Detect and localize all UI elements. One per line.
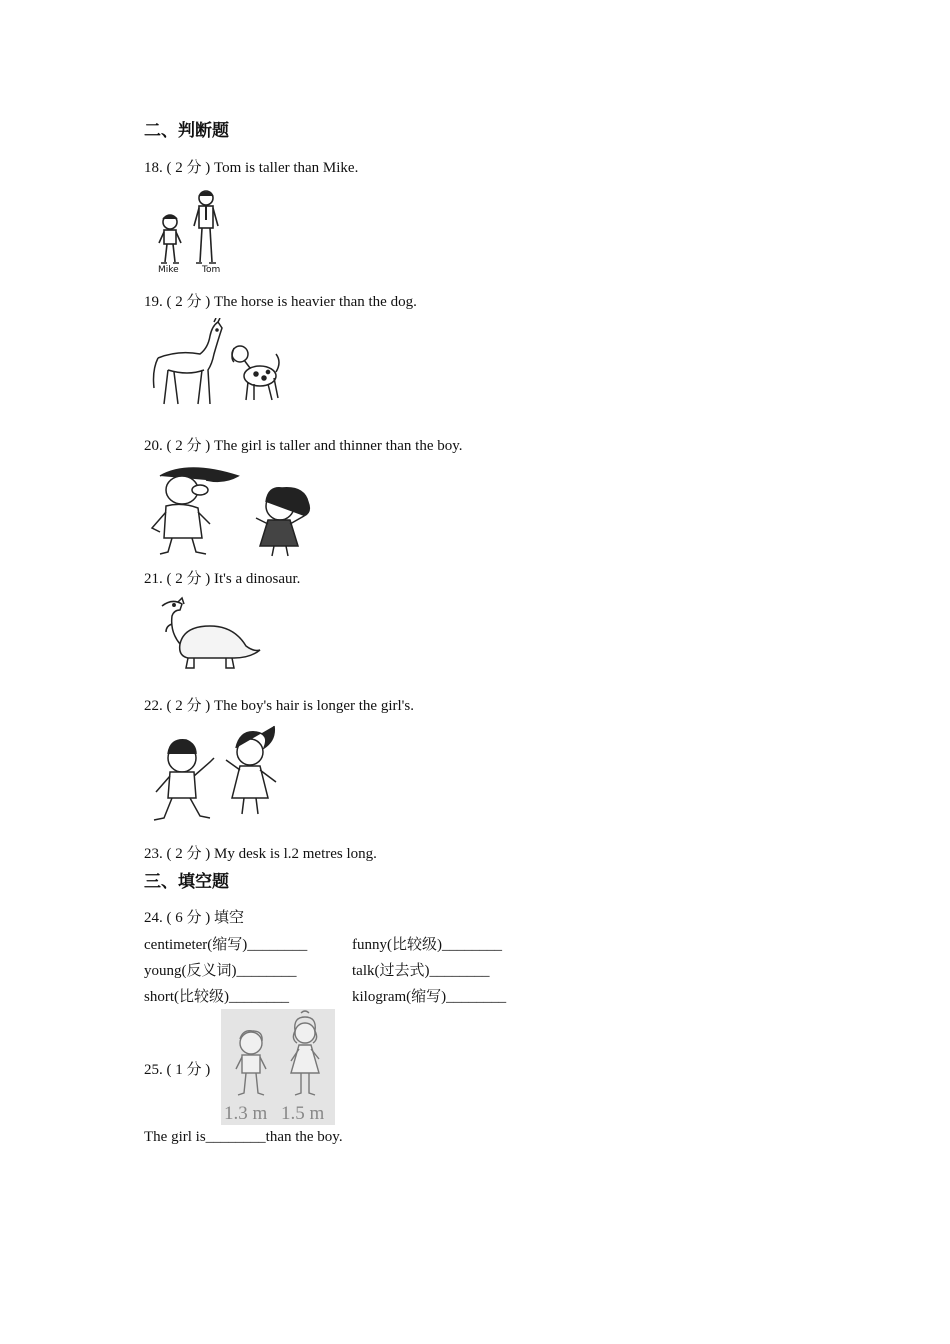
section-heading: 二、判断题 bbox=[144, 121, 229, 141]
fill-item: kilogram(缩写)________ bbox=[352, 989, 507, 1005]
question-21: 21. ( 2 分 ) It's a dinosaur. bbox=[144, 571, 301, 587]
figure-boy-and-girl bbox=[148, 462, 320, 560]
fill-item: funny(比较级)________ bbox=[352, 937, 502, 953]
figure-boy-and-girl-heights bbox=[221, 1009, 335, 1125]
question-19: 19. ( 2 分 ) The horse is heavier than the dog. bbox=[144, 294, 417, 310]
question-24: 24. ( 6 分 ) 填空 bbox=[144, 910, 244, 926]
question-22: 22. ( 2 分 ) The boy's hair is longer the girl's. bbox=[144, 698, 414, 714]
question-25: 25. ( 1 分 ) bbox=[144, 1062, 211, 1078]
question-23: 23. ( 2 分 ) My desk is l.2 metres long. bbox=[144, 846, 377, 862]
figure-label-mike: Mike bbox=[158, 265, 179, 275]
question-18: 18. ( 2 分 ) Tom is taller than Mike. bbox=[144, 160, 359, 176]
fill-item: talk(过去式)________ bbox=[352, 963, 490, 979]
height-label-boy: 1.3 m bbox=[224, 1103, 268, 1124]
question-20: 20. ( 2 分 ) The girl is taller and thinner than the boy. bbox=[144, 438, 463, 454]
figure-label-tom: Tom bbox=[202, 265, 221, 275]
figure-horse-and-dog bbox=[148, 318, 282, 410]
figure-mike-and-tom bbox=[150, 188, 234, 280]
section-heading: 三、填空题 bbox=[144, 872, 229, 892]
fill-item: young(反义词)________ bbox=[144, 963, 297, 979]
fill-item: centimeter(缩写)________ bbox=[144, 937, 308, 953]
height-label-girl: 1.5 m bbox=[281, 1103, 325, 1124]
figure-dinosaur bbox=[154, 596, 262, 672]
figure-boy-and-girl-hair bbox=[150, 722, 286, 826]
question-25-sentence: The girl is________than the boy. bbox=[144, 1129, 343, 1145]
fill-item: short(比较级)________ bbox=[144, 989, 289, 1005]
